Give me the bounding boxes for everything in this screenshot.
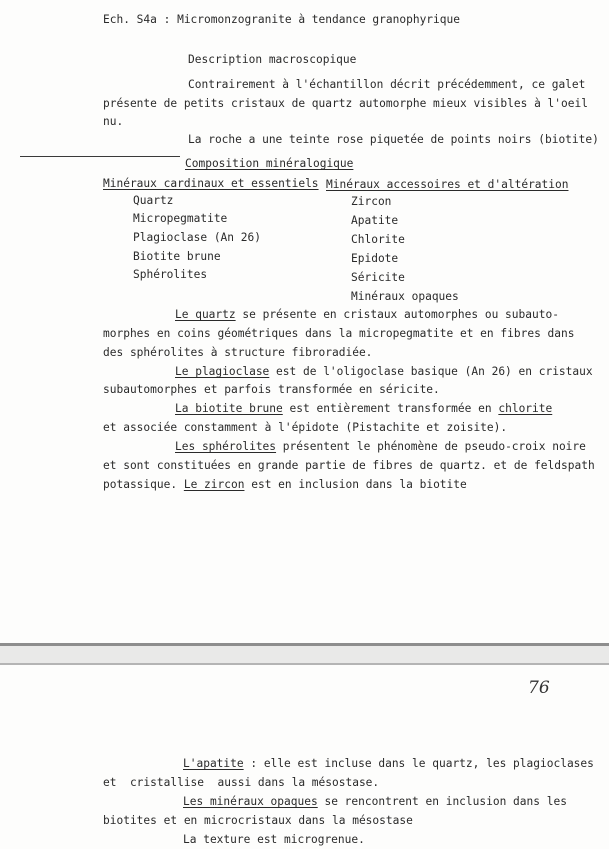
paragraph-text: potassique. bbox=[103, 478, 178, 491]
paragraph-line bbox=[175, 402, 552, 416]
list-item: Zircon bbox=[351, 195, 392, 208]
list-item: Apatite bbox=[351, 214, 399, 227]
macro-line: La roche a une teinte rose piquetée de points noirs (biotite) bbox=[188, 133, 599, 146]
sample-heading: Ech. S4a : Micromonzogranite à tendance granophyrique bbox=[103, 13, 460, 26]
quartz-term: Le quartz bbox=[175, 308, 236, 321]
paragraph-text: se rencontrent en inclusion dans les bbox=[324, 795, 567, 808]
chlorite-term: chlorite bbox=[498, 402, 553, 415]
paragraph-text: se présente en cristaux automorphes ou subauto- bbox=[242, 308, 559, 321]
list-item: Plagioclase (An 26) bbox=[133, 231, 261, 244]
plagioclase-term: Le plagioclase bbox=[175, 365, 270, 378]
list-item: Quartz bbox=[133, 194, 174, 207]
paragraph-text: est de l'oligoclase basique (An 26) en cristaux bbox=[276, 365, 593, 378]
paragraph-text: présentent le phénomène de pseudo-croix noire bbox=[282, 440, 586, 453]
stray-rule bbox=[20, 156, 180, 157]
paragraph-line bbox=[183, 795, 567, 809]
list-item: Minéraux opaques bbox=[351, 290, 459, 303]
opaque-minerals-term: Les minéraux opaques bbox=[183, 795, 318, 808]
paragraph-text: : elle est incluse dans le quartz, les plagioclases bbox=[250, 757, 594, 770]
list-item: Micropegmatite bbox=[133, 212, 228, 225]
paragraph-line: biotites et en microcristaux dans la mésostase bbox=[103, 814, 413, 827]
paragraph-line: des sphérolites à structure fibroradiée. bbox=[103, 346, 373, 359]
macro-line: nu. bbox=[103, 115, 124, 128]
paragraph-line bbox=[175, 308, 559, 322]
zircon-term: Le zircon bbox=[183, 478, 245, 491]
paragraph-line bbox=[175, 365, 593, 379]
paragraph-line bbox=[183, 757, 594, 771]
macro-line: Contrairement à l'échantillon décrit précédemment, ce galet bbox=[188, 78, 586, 91]
apatite-term: L'apatite bbox=[183, 757, 244, 770]
list-item: Séricite bbox=[351, 271, 405, 284]
right-column-header: Minéraux accessoires et d'altération bbox=[326, 178, 569, 191]
paragraph-line: et cristallise aussi dans la mésostase. bbox=[103, 776, 380, 789]
texture-line: La texture est microgrenue. bbox=[183, 833, 365, 846]
paragraph-line bbox=[175, 440, 586, 454]
macro-title: Description macroscopique bbox=[188, 53, 357, 66]
paragraph-line: et associée constamment à l'épidote (Pistachite et zoisite). bbox=[103, 421, 508, 434]
paragraph-text: est entièrement transformée en bbox=[289, 402, 492, 415]
composition-title: Composition minéralogique bbox=[185, 157, 354, 170]
page-number: 76 bbox=[528, 678, 550, 698]
paragraph-line: et sont constituées en grande partie de fibres de quartz. et de feldspath bbox=[103, 459, 595, 472]
spherolites-term: Les sphérolites bbox=[175, 440, 277, 453]
biotite-term: La biotite brune bbox=[175, 402, 283, 415]
list-item: Chlorite bbox=[351, 233, 405, 246]
paragraph-text: est en inclusion dans la biotite bbox=[251, 478, 467, 491]
page-separator bbox=[0, 643, 609, 665]
paragraph-line: morphes en coins géométriques dans la micropegmatite et en fibres dans bbox=[103, 327, 575, 340]
macro-line: présente de petits cristaux de quartz automorphe mieux visibles à l'oeil bbox=[103, 97, 588, 110]
list-item: Sphérolites bbox=[133, 268, 208, 281]
left-column-header: Minéraux cardinaux et essentiels bbox=[103, 177, 319, 190]
paragraph-line bbox=[103, 478, 467, 492]
paragraph-line: subautomorphes et parfois transformée en séricite. bbox=[103, 383, 440, 396]
list-item: Biotite brune bbox=[133, 250, 221, 263]
list-item: Epidote bbox=[351, 252, 399, 265]
